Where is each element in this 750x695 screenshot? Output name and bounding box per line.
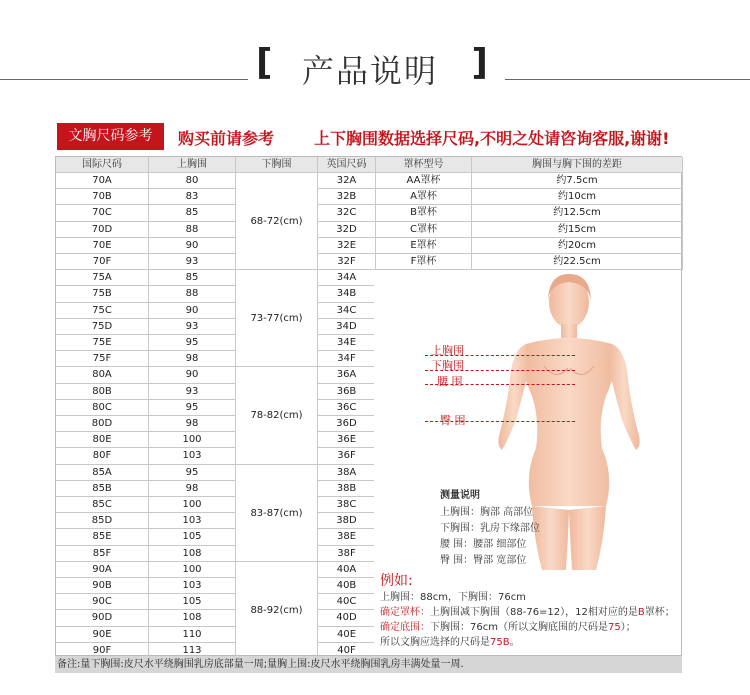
upper-bust-cell: 93 bbox=[149, 319, 236, 335]
intl-size-cell: 75D bbox=[56, 319, 149, 335]
hip-label: 臀 围 bbox=[440, 414, 466, 427]
intl-size-cell: 70D bbox=[56, 222, 149, 238]
footer-note: 备注:量下胸围:皮尺水平绕胸围乳房底部量一周;量胸上围:皮尺水平绕胸围乳房丰满处量一周. bbox=[55, 656, 682, 673]
uk-size-cell: 36F bbox=[318, 448, 376, 464]
uk-size-cell: 34B bbox=[318, 286, 376, 302]
intl-size-cell: 70E bbox=[56, 238, 149, 254]
uk-size-cell: 38A bbox=[318, 465, 376, 481]
example-title: 例如: bbox=[380, 573, 413, 589]
intl-size-cell: 90E bbox=[56, 627, 149, 643]
cup-diff-cell: 约22.5cm bbox=[472, 254, 683, 270]
intl-size-cell: 85C bbox=[56, 497, 149, 513]
intl-size-cell: 75A bbox=[56, 270, 149, 286]
size-banner bbox=[57, 123, 689, 151]
cup-diff-cell: 约15cm bbox=[472, 222, 683, 238]
intl-size-cell: 90F bbox=[56, 643, 149, 659]
underbust-group-cell: 78-82(cm) bbox=[236, 367, 318, 464]
intl-size-cell: 75E bbox=[56, 335, 149, 351]
uk-size-cell: 40C bbox=[318, 594, 376, 610]
legend-item: 腰 围：腰部 细部位 bbox=[440, 539, 527, 550]
uk-size-cell: 34D bbox=[318, 319, 376, 335]
upper-bust-cell: 98 bbox=[149, 416, 236, 432]
table-header-cell: 英国尺码 bbox=[318, 157, 376, 173]
upper-bust-cell: 98 bbox=[149, 481, 236, 497]
legend-title: 测量说明 bbox=[440, 490, 480, 501]
under-bust-label: 下胸围 bbox=[431, 359, 464, 372]
banner-buy-note: 购买前请参考 bbox=[178, 129, 275, 148]
legend-item: 下胸围：乳房下缘部位 bbox=[440, 523, 540, 534]
cup-type-cell: F罩杯 bbox=[376, 254, 472, 270]
intl-size-cell: 75B bbox=[56, 286, 149, 302]
upper-bust-cell: 90 bbox=[149, 303, 236, 319]
uk-size-cell: 40D bbox=[318, 610, 376, 626]
intl-size-cell: 80A bbox=[56, 367, 149, 383]
banner-instruction: 上下胸围数据选择尺码,不明之处请咨询客服,谢谢! bbox=[314, 129, 670, 148]
intl-size-cell: 70A bbox=[56, 173, 149, 189]
example-value: 75 bbox=[607, 622, 621, 633]
cup-diff-cell: 约7.5cm bbox=[472, 173, 683, 189]
waist-label: 腰 围 bbox=[437, 375, 463, 388]
cup-diff-cell: 约12.5cm bbox=[472, 205, 683, 221]
upper-bust-cell: 83 bbox=[149, 189, 236, 205]
uk-size-cell: 36D bbox=[318, 416, 376, 432]
underbust-group-cell: 88-92(cm) bbox=[236, 562, 318, 659]
upper-bust-cell: 95 bbox=[149, 400, 236, 416]
upper-bust-cell: 100 bbox=[149, 432, 236, 448]
uk-size-cell: 36A bbox=[318, 367, 376, 383]
upper-bust-cell: 88 bbox=[149, 286, 236, 302]
uk-size-cell: 40F bbox=[318, 643, 376, 659]
intl-size-cell: 85A bbox=[56, 465, 149, 481]
uk-size-cell: 40A bbox=[318, 562, 376, 578]
intl-size-cell: 70C bbox=[56, 205, 149, 221]
intl-size-cell: 75C bbox=[56, 303, 149, 319]
uk-size-cell: 34F bbox=[318, 351, 376, 367]
example-value: B bbox=[637, 607, 645, 618]
uk-size-cell: 38F bbox=[318, 546, 376, 562]
cup-type-cell: E罩杯 bbox=[376, 238, 472, 254]
example-text: 下胸围：76cm（所以文胸底围的尺码是 bbox=[430, 622, 608, 633]
intl-size-cell: 80C bbox=[56, 400, 149, 416]
cup-type-cell: C罩杯 bbox=[376, 222, 472, 238]
example-label: 确定罩杯： bbox=[380, 607, 430, 618]
uk-size-cell: 38C bbox=[318, 497, 376, 513]
upper-bust-cell: 90 bbox=[149, 367, 236, 383]
intl-size-cell: 85D bbox=[56, 513, 149, 529]
intl-size-cell: 75F bbox=[56, 351, 149, 367]
legend-item: 上胸围：胸部 高部位 bbox=[440, 507, 534, 518]
underbust-group-cell: 73-77(cm) bbox=[236, 270, 318, 367]
upper-bust-cell: 103 bbox=[149, 448, 236, 464]
intl-size-cell: 90B bbox=[56, 578, 149, 594]
upper-bust-cell: 108 bbox=[149, 546, 236, 562]
upper-bust-cell: 113 bbox=[149, 643, 236, 659]
intl-size-cell: 70F bbox=[56, 254, 149, 270]
underbust-group-cell: 83-87(cm) bbox=[236, 465, 318, 562]
upper-bust-cell: 108 bbox=[149, 610, 236, 626]
upper-bust-cell: 105 bbox=[149, 594, 236, 610]
upper-bust-cell: 103 bbox=[149, 578, 236, 594]
uk-size-cell: 32B bbox=[318, 189, 376, 205]
upper-bust-cell: 80 bbox=[149, 173, 236, 189]
example-text: 。 bbox=[509, 637, 520, 648]
upper-bust-cell: 110 bbox=[149, 627, 236, 643]
example-box bbox=[380, 572, 675, 650]
measurement-legend bbox=[440, 488, 540, 569]
example-line bbox=[380, 620, 675, 635]
uk-size-cell: 34E bbox=[318, 335, 376, 351]
intl-size-cell: 80E bbox=[56, 432, 149, 448]
table-header-cell: 国际尺码 bbox=[56, 157, 149, 173]
intl-size-cell: 80B bbox=[56, 384, 149, 400]
upper-bust-cell: 85 bbox=[149, 270, 236, 286]
upper-bust-cell: 85 bbox=[149, 205, 236, 221]
cup-diff-cell: 约20cm bbox=[472, 238, 683, 254]
upper-bust-cell: 100 bbox=[149, 497, 236, 513]
uk-size-cell: 40E bbox=[318, 627, 376, 643]
uk-size-cell: 32A bbox=[318, 173, 376, 189]
uk-size-cell: 38D bbox=[318, 513, 376, 529]
cup-type-cell: A罩杯 bbox=[376, 189, 472, 205]
uk-size-cell: 36E bbox=[318, 432, 376, 448]
title-rule-left bbox=[0, 79, 248, 80]
uk-size-cell: 38B bbox=[318, 481, 376, 497]
table-header-cell: 胸围与胸下围的差距 bbox=[472, 157, 683, 173]
example-line bbox=[380, 605, 675, 620]
title-text: 产品说明 bbox=[302, 52, 439, 90]
example-line: 上胸围：88cm，下胸围：76cm bbox=[380, 592, 526, 603]
intl-size-cell: 85E bbox=[56, 529, 149, 545]
intl-size-cell: 90A bbox=[56, 562, 149, 578]
upper-bust-cell: 88 bbox=[149, 222, 236, 238]
underbust-group-cell: 68-72(cm) bbox=[236, 173, 318, 270]
example-line bbox=[380, 635, 675, 650]
example-text: ）； bbox=[620, 622, 636, 633]
intl-size-cell: 85B bbox=[56, 481, 149, 497]
uk-size-cell: 34A bbox=[318, 270, 376, 286]
intl-size-cell: 80F bbox=[56, 448, 149, 464]
intl-size-cell: 70B bbox=[56, 189, 149, 205]
table-header-cell: 下胸围 bbox=[236, 157, 318, 173]
cup-diff-cell: 约10cm bbox=[472, 189, 683, 205]
upper-bust-cell: 93 bbox=[149, 384, 236, 400]
example-label: 确定底围： bbox=[380, 622, 430, 633]
title-bracket-left: [ bbox=[256, 42, 273, 83]
upper-bust-cell: 100 bbox=[149, 562, 236, 578]
intl-size-cell: 90D bbox=[56, 610, 149, 626]
uk-size-cell: 38E bbox=[318, 529, 376, 545]
upper-bust-cell: 90 bbox=[149, 238, 236, 254]
uk-size-cell: 36B bbox=[318, 384, 376, 400]
uk-size-cell: 34C bbox=[318, 303, 376, 319]
intl-size-cell: 90C bbox=[56, 594, 149, 610]
title-bracket-right: ] bbox=[471, 42, 488, 83]
example-value: 75B bbox=[490, 637, 510, 648]
uk-size-cell: 40B bbox=[318, 578, 376, 594]
uk-size-cell: 32E bbox=[318, 238, 376, 254]
title-rule-right bbox=[505, 79, 750, 80]
table-header-cell: 罩杯型号 bbox=[376, 157, 472, 173]
upper-bust-label: 上胸围 bbox=[431, 344, 464, 357]
banner-tag: 文胸尺码参考 bbox=[57, 123, 164, 150]
page-title bbox=[256, 40, 494, 90]
intl-size-cell: 80D bbox=[56, 416, 149, 432]
intl-size-cell: 85F bbox=[56, 546, 149, 562]
cup-type-cell: B罩杯 bbox=[376, 205, 472, 221]
upper-bust-cell: 95 bbox=[149, 335, 236, 351]
uk-size-cell: 32F bbox=[318, 254, 376, 270]
upper-bust-cell: 105 bbox=[149, 529, 236, 545]
example-text: 所以文胸应选择的尺码是 bbox=[380, 637, 490, 648]
table-header-cell: 上胸围 bbox=[149, 157, 236, 173]
uk-size-cell: 32D bbox=[318, 222, 376, 238]
cup-type-cell: AA罩杯 bbox=[376, 173, 472, 189]
legend-item: 臀 围：臀部 宽部位 bbox=[440, 555, 527, 566]
example-text: 罩杯； bbox=[644, 607, 675, 618]
upper-bust-cell: 98 bbox=[149, 351, 236, 367]
example-text: 上胸围减下胸围（88-76=12），12相对应的是 bbox=[430, 607, 638, 618]
uk-size-cell: 32C bbox=[318, 205, 376, 221]
upper-bust-cell: 95 bbox=[149, 465, 236, 481]
upper-bust-cell: 103 bbox=[149, 513, 236, 529]
uk-size-cell: 36C bbox=[318, 400, 376, 416]
upper-bust-cell: 93 bbox=[149, 254, 236, 270]
